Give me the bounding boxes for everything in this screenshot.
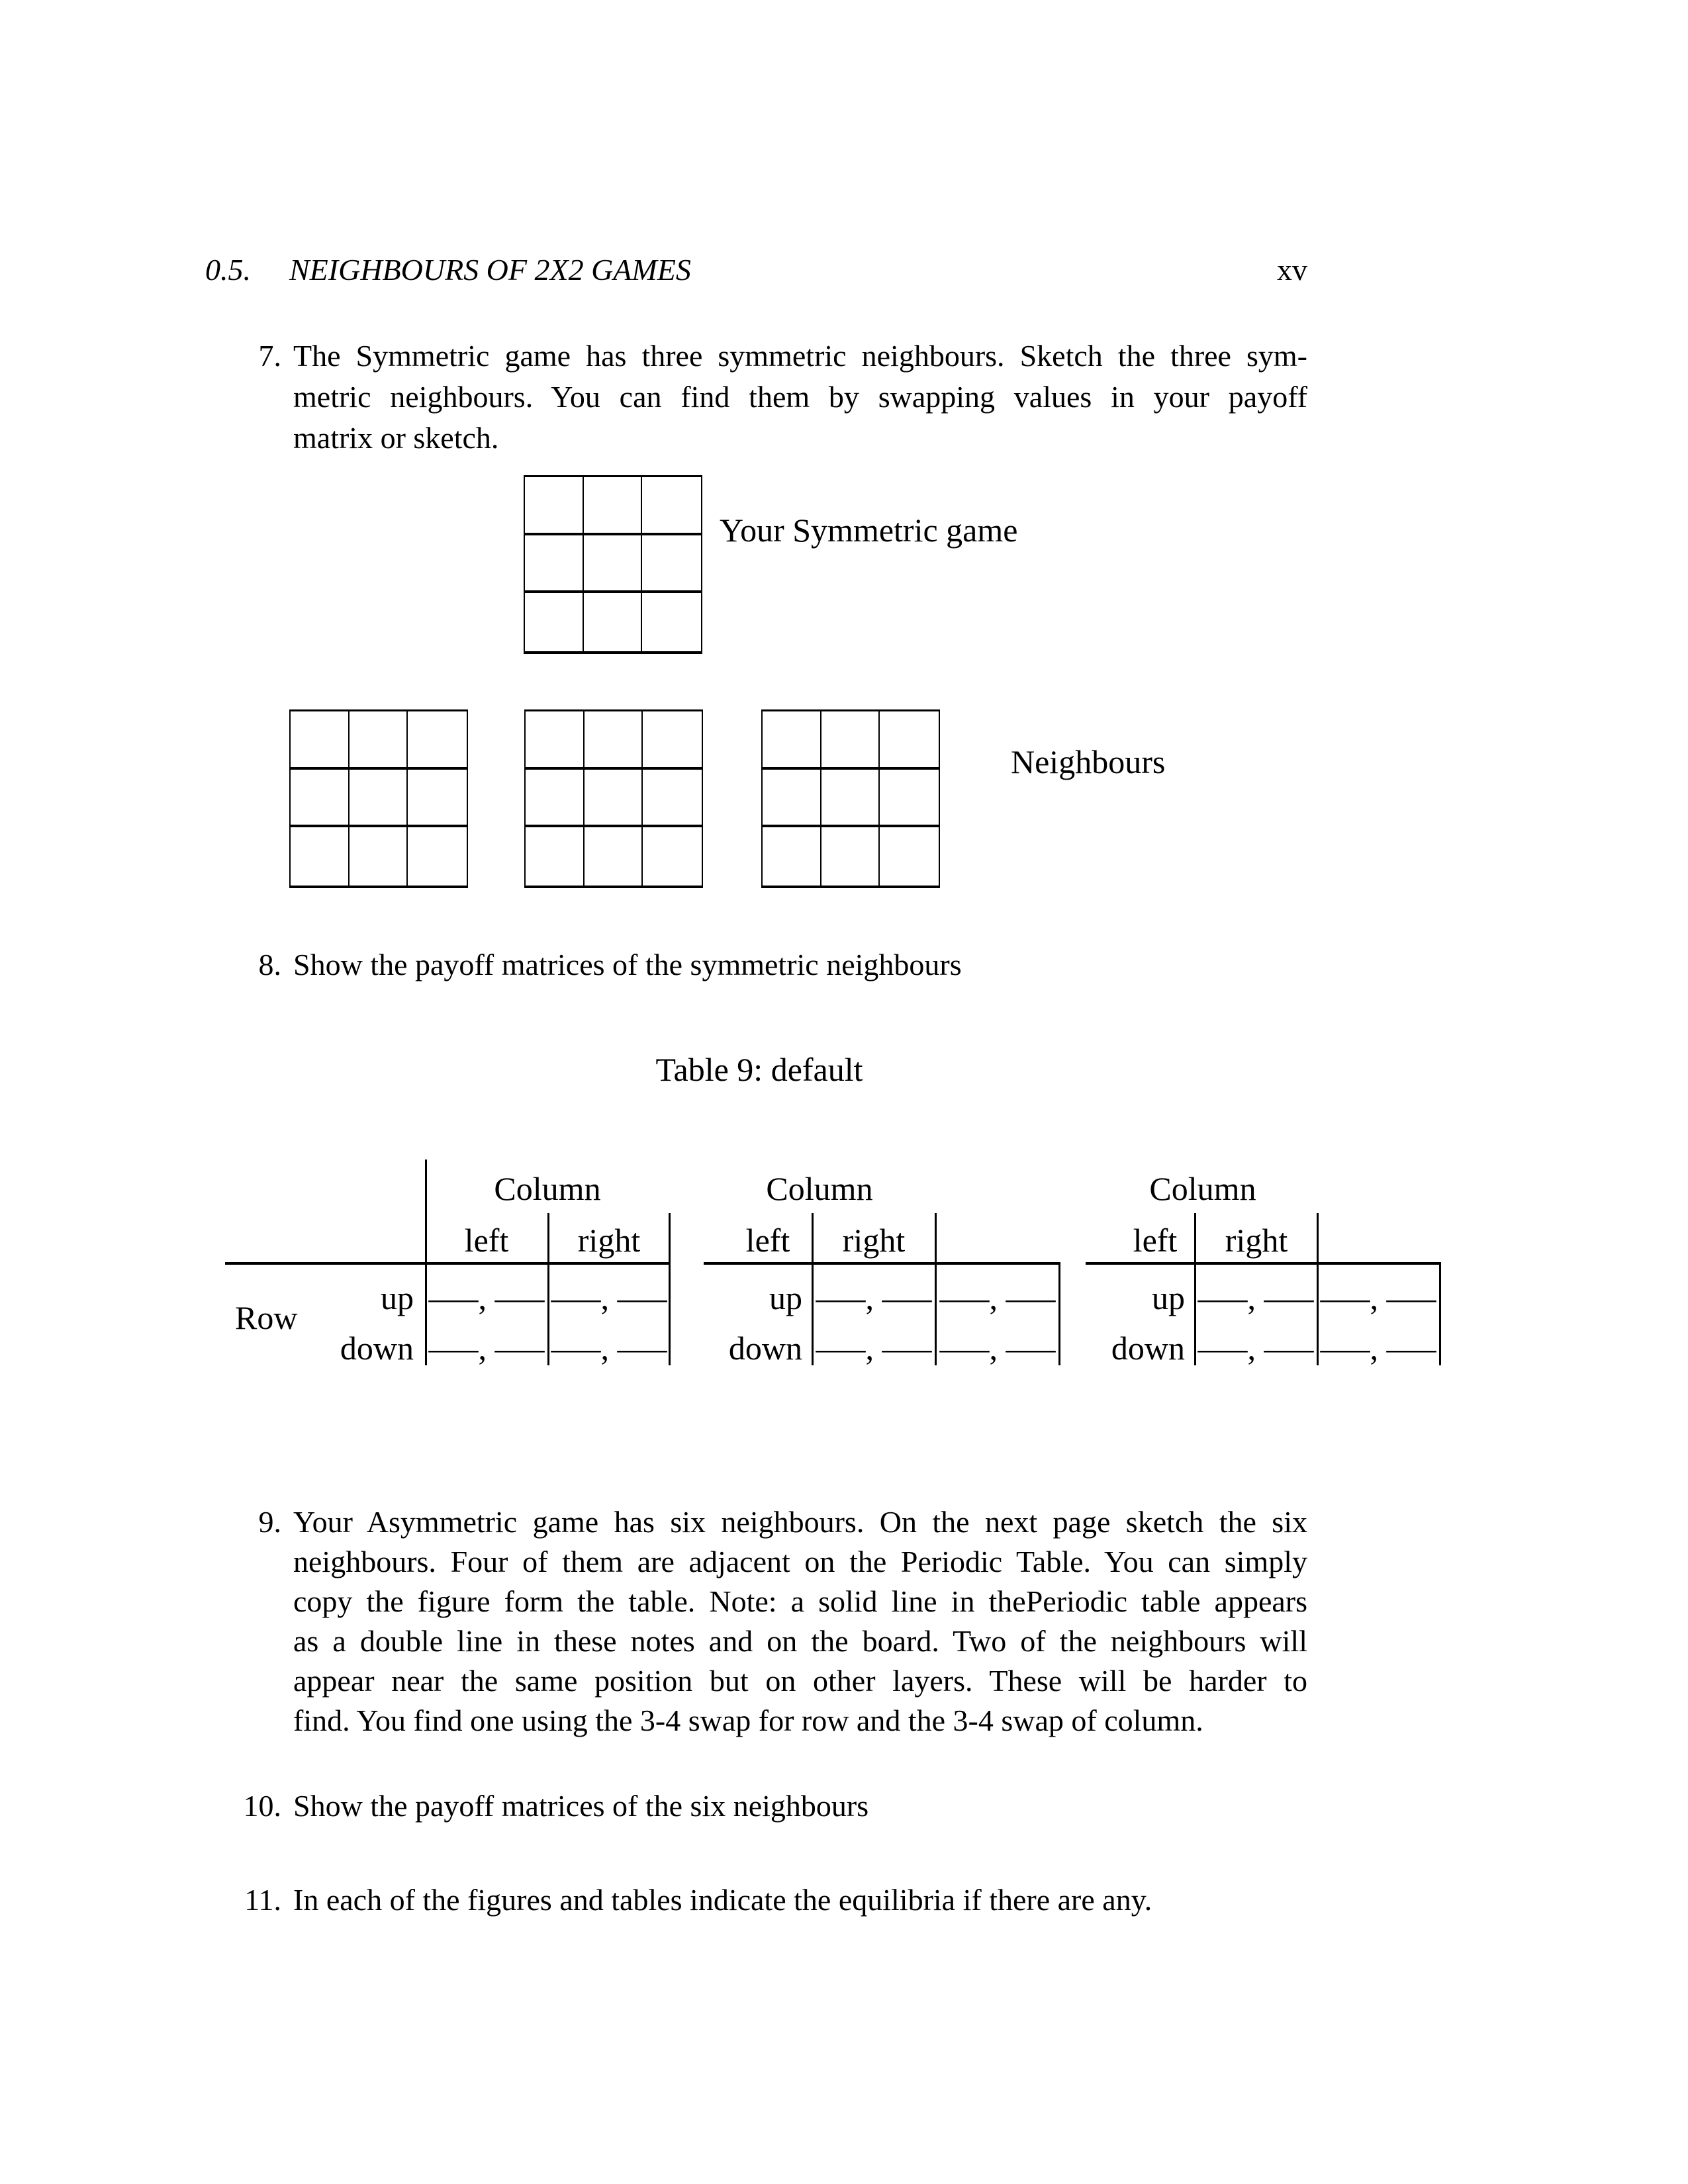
symmetric-game-grid <box>524 475 702 654</box>
table-vline <box>1194 1213 1196 1365</box>
grid-cell <box>584 477 643 535</box>
table-vline <box>1439 1262 1441 1365</box>
table-rule <box>704 1262 1060 1265</box>
item10-number: 10. <box>243 1789 281 1823</box>
grid-cell <box>525 593 584 651</box>
neighbours-label: Neighbours <box>1011 743 1166 780</box>
table-col-label-left: left <box>1133 1222 1178 1259</box>
payoff-cell: —–, —– <box>939 1279 1056 1316</box>
table-column-header: Column <box>1149 1170 1256 1207</box>
table-row-label-down: down <box>340 1330 414 1367</box>
header-title: NEIGHBOURS OF 2X2 GAMES <box>289 253 691 287</box>
payoff-cell: —–, —– <box>816 1279 932 1316</box>
grid-cell <box>585 770 643 828</box>
grid-cell <box>526 711 585 770</box>
payoff-cell: —–, —– <box>816 1330 932 1367</box>
table-row-label-down: down <box>728 1330 802 1367</box>
item9-line: find. You find one using the 3-4 swap for row and the 3-4 swap of column. <box>293 1704 1203 1737</box>
header-section-number: 0.5. <box>205 253 251 287</box>
grid-cell <box>291 827 350 886</box>
grid-cell <box>880 711 939 770</box>
table-vline <box>669 1213 671 1365</box>
payoff-cell: —–, —– <box>939 1330 1056 1367</box>
grid-cell <box>643 827 702 886</box>
table-col-label-left: left <box>745 1222 790 1259</box>
grid-cell <box>821 711 880 770</box>
grid-cell <box>585 827 643 886</box>
item10-text: Show the payoff matrices of the six neighbours <box>293 1789 869 1823</box>
grid-cell <box>584 535 643 594</box>
item7-line: matrix or sketch. <box>293 421 499 455</box>
table-col-label-right: right <box>1225 1222 1288 1259</box>
grid-cell <box>350 770 408 828</box>
payoff-cell: —–, —– <box>1320 1330 1436 1367</box>
item9-line: appear near the same position but on other layers. These will be harder to <box>293 1664 1307 1698</box>
table-row-header: Row <box>235 1299 298 1336</box>
payoff-cell: —–, —– <box>1320 1279 1436 1316</box>
item9-line: neighbours. Four of them are adjacent on the Periodic Table. You can simply <box>293 1545 1307 1578</box>
item9-line: as a double line in these notes and on the board. Two of the neighbours will <box>293 1624 1307 1658</box>
grid-cell <box>408 827 467 886</box>
header-page-number: xv <box>1277 253 1307 287</box>
item9-number: 9. <box>258 1505 281 1539</box>
table-col-label-left: left <box>464 1222 509 1259</box>
grid-cell <box>526 770 585 828</box>
item11-number: 11. <box>244 1883 281 1917</box>
grid-cell <box>525 477 584 535</box>
item9-line: copy the figure form the table. Note: a solid line in thePeriodic table appears <box>293 1584 1307 1618</box>
payoff-cell: —–, —– <box>428 1330 545 1367</box>
grid-cell <box>643 711 702 770</box>
grid-cell <box>350 827 408 886</box>
table-rule <box>1086 1262 1441 1265</box>
payoff-cell: —–, —– <box>428 1279 545 1316</box>
table-vline <box>812 1213 814 1365</box>
grid-cell <box>408 770 467 828</box>
grid-cell <box>408 711 467 770</box>
table-column-header: Column <box>766 1170 873 1207</box>
item8-number: 8. <box>258 948 281 981</box>
item7-line: The Symmetric game has three symmetric neighbours. Sketch the three sym- <box>293 339 1307 373</box>
symmetric-game-label: Your Symmetric game <box>720 512 1018 549</box>
payoff-cell: —–, —– <box>1197 1330 1314 1367</box>
grid-cell <box>821 827 880 886</box>
grid-cell <box>643 770 702 828</box>
grid-cell <box>584 593 643 651</box>
table-caption: Table 9: default <box>655 1051 863 1088</box>
payoff-cell: —–, —– <box>551 1279 667 1316</box>
grid-cell <box>350 711 408 770</box>
grid-cell <box>525 535 584 594</box>
item9-line: Your Asymmetric game has six neighbours. On the next page sketch the six <box>293 1505 1307 1539</box>
table-vline <box>935 1213 937 1365</box>
grid-cell <box>880 827 939 886</box>
grid-cell <box>763 711 821 770</box>
grid-cell <box>880 770 939 828</box>
grid-cell <box>763 827 821 886</box>
neighbour-grid-3 <box>761 709 940 888</box>
grid-cell <box>585 711 643 770</box>
table-column-header: Column <box>494 1170 601 1207</box>
table-vline <box>547 1213 549 1365</box>
grid-cell <box>642 593 701 651</box>
grid-cell <box>291 711 350 770</box>
grid-cell <box>763 770 821 828</box>
grid-cell <box>642 477 701 535</box>
payoff-cell: —–, —– <box>1197 1279 1314 1316</box>
table-rule <box>225 1262 671 1265</box>
grid-cell <box>642 535 701 594</box>
neighbour-grid-2 <box>524 709 703 888</box>
table-col-label-right: right <box>842 1222 906 1259</box>
item7-line: metric neighbours. You can find them by swapping values in your payoff <box>293 380 1307 414</box>
grid-cell <box>291 770 350 828</box>
grid-cell <box>821 770 880 828</box>
item8-text: Show the payoff matrices of the symmetric neighbours <box>293 948 962 981</box>
table-row-label-up: up <box>381 1279 414 1316</box>
table-col-label-right: right <box>577 1222 641 1259</box>
item7-number: 7. <box>258 339 281 373</box>
table-row-label-up: up <box>769 1279 802 1316</box>
payoff-cell: —–, —– <box>551 1330 667 1367</box>
neighbour-grid-1 <box>289 709 468 888</box>
table-vline <box>1317 1213 1319 1365</box>
item11-text: In each of the figures and tables indicate the equilibria if there are any. <box>293 1883 1152 1917</box>
table-row-label-down: down <box>1111 1330 1185 1367</box>
table-row-label-up: up <box>1152 1279 1185 1316</box>
table-vline <box>1058 1262 1060 1365</box>
grid-cell <box>526 827 585 886</box>
